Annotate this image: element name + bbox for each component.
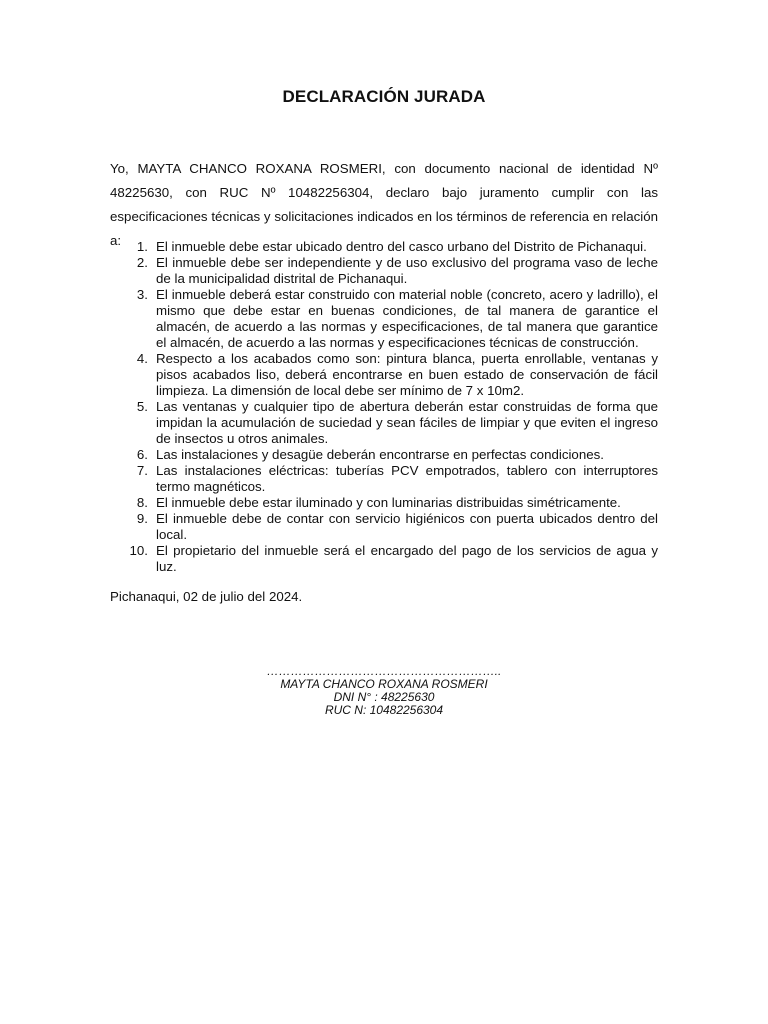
list-item	[110, 351, 658, 399]
list-item	[110, 447, 658, 463]
list-item-text: Respecto a los acabados como son: pintura blanca, puerta enrollable, ventanas y pisos acabados liso, deberá encontrarse en buen estado de conservación de fácil limpieza. La dimensión de local debe ser mínimo de 7 x 10m2.	[156, 351, 658, 398]
list-item	[110, 511, 658, 543]
signature-line: …………………………………………………..	[266, 664, 502, 678]
list-item-text: El inmueble debe estar iluminado y con luminarias distribuidas simétricamente.	[156, 495, 621, 510]
list-item-number: 7.	[136, 463, 148, 478]
list-item-number: 8.	[136, 495, 148, 510]
list-item-text: El inmueble debe ser independiente y de uso exclusivo del programa vaso de leche de la municipalidad distrital de Pichanaqui.	[156, 255, 658, 286]
list-item	[110, 495, 658, 511]
list-item-text: El inmueble deberá estar construido con material noble (concreto, acero y ladrillo), el mismo que debe estar en buenas condiciones, de tal manera de garantice el almacén, de acuerdo a las normas y especificaciones, de tal manera que garantice el almacén, de acuerdo a las normas y especificaciones técnicas de construcción.	[156, 287, 658, 350]
list-item-number: 1.	[136, 239, 148, 254]
list-item-text: Las instalaciones eléctricas: tuberías PCV empotrados, tablero con interruptores termo magnéticos.	[156, 463, 658, 494]
list-item-number: 9.	[136, 511, 148, 526]
list-item-number: 6.	[136, 447, 148, 462]
list-item-text: El inmueble debe de contar con servicio higiénicos con puerta ubicados dentro del local.	[156, 511, 658, 542]
list-item	[110, 463, 658, 495]
signer-dni: DNI N° : 48225630	[333, 690, 435, 704]
list-item-text: Las ventanas y cualquier tipo de abertura deberán estar construidas de forma que impidan la acumulación de suciedad y sean fáciles de limpiar y que eviten el ingreso de insectos u otros animales.	[156, 399, 658, 446]
list-item-number: 4.	[136, 351, 148, 366]
list-item-text: El propietario del inmueble será el encargado del pago de los servicios de agua y luz.	[156, 543, 658, 574]
signature-block	[0, 665, 768, 717]
intro-paragraph: Yo, MAYTA CHANCO ROXANA ROSMERI, con documento nacional de identidad Nº 48225630, con RUC Nº 10482256304, declaro bajo juramento cumplir con las especificaciones técnicas y solicitaciones indicados en los términos de referencia en relación a:	[110, 161, 658, 248]
list-item	[110, 287, 658, 351]
list-item-text: El inmueble debe estar ubicado dentro del casco urbano del Distrito de Pichanaqui.	[156, 239, 647, 254]
list-item	[110, 255, 658, 287]
signer-name: MAYTA CHANCO ROXANA ROSMERI	[280, 677, 488, 691]
list-item-number: 5.	[136, 399, 148, 414]
list-item	[110, 399, 658, 447]
requirements-list	[110, 239, 658, 575]
list-item	[110, 543, 658, 575]
list-item-number: 3.	[136, 287, 148, 302]
signer-ruc: RUC N: 10482256304	[324, 703, 444, 717]
date-line: Pichanaqui, 02 de julio del 2024.	[110, 589, 303, 604]
list-item-text: Las instalaciones y desagüe deberán encontrarse en perfectas condiciones.	[156, 447, 604, 462]
list-item	[110, 239, 658, 255]
list-item-number: 10.	[129, 543, 148, 558]
list-item-number: 2.	[136, 255, 148, 270]
page-title: DECLARACIÓN JURADA	[282, 87, 486, 106]
